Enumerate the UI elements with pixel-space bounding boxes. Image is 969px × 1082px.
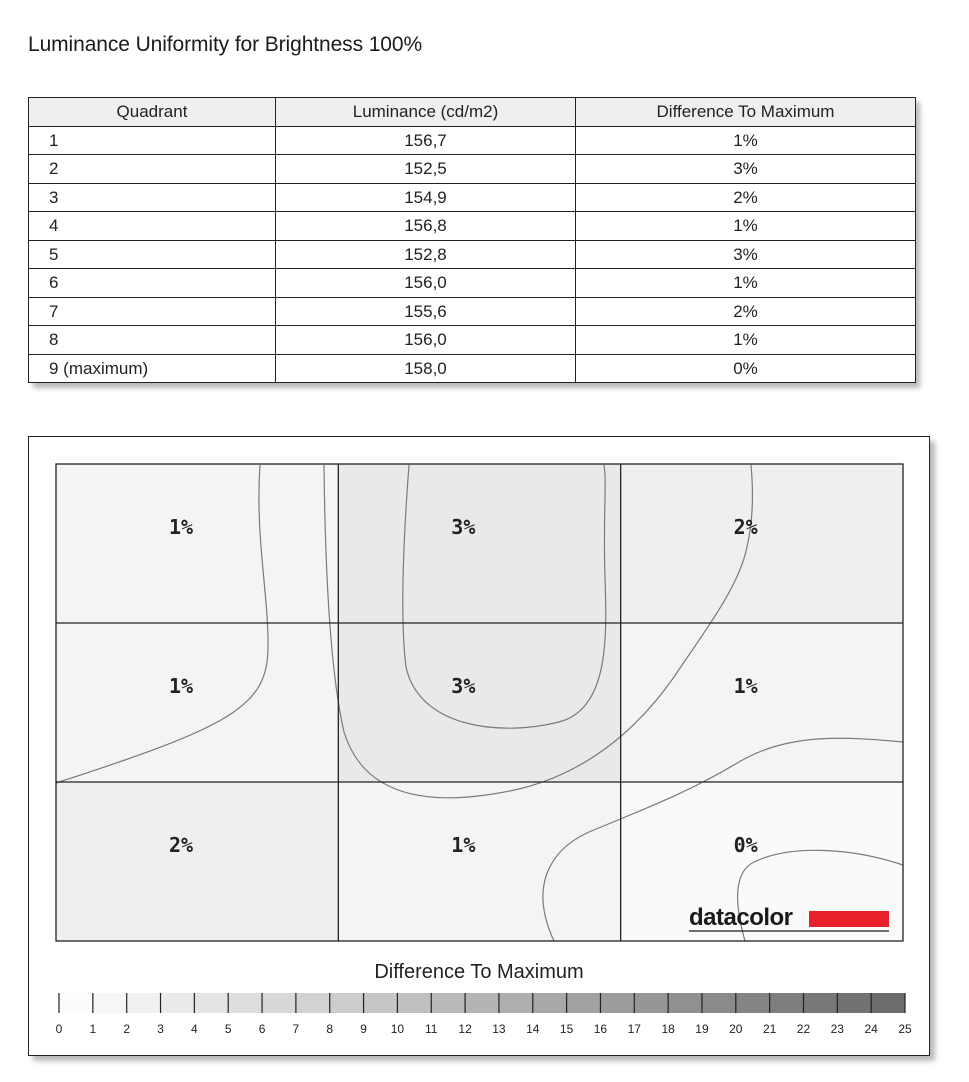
- color-scale-block: [262, 993, 296, 1013]
- cell-luminance: 158,0: [276, 354, 576, 383]
- color-scale-tick-label: 14: [526, 1022, 540, 1036]
- cell-luminance: 152,8: [276, 240, 576, 269]
- color-scale-tick-label: 11: [425, 1022, 438, 1036]
- cell-quadrant: 7: [29, 297, 276, 326]
- cell-luminance: 155,6: [276, 297, 576, 326]
- cell-quadrant: 3: [29, 183, 276, 212]
- cell-difference: 3%: [576, 240, 916, 269]
- color-scale-block: [59, 993, 93, 1013]
- table-row: [29, 269, 916, 298]
- column-header-quadrant: Quadrant: [29, 98, 276, 127]
- cell-quadrant: 5: [29, 240, 276, 269]
- cell-quadrant: 4: [29, 212, 276, 241]
- cell-difference: 3%: [576, 155, 916, 184]
- color-scale-tick-label: 18: [661, 1022, 675, 1036]
- color-scale-block: [194, 993, 228, 1013]
- color-scale-tick-label: 2: [123, 1022, 131, 1036]
- heatmap-cell: [56, 623, 338, 782]
- color-scale-tick-label: 20: [729, 1022, 743, 1036]
- heatmap-cell: [621, 464, 903, 623]
- color-scale-block: [93, 993, 127, 1013]
- heatmap-cell: [338, 782, 620, 941]
- color-scale-block: [770, 993, 804, 1013]
- cell-quadrant: 1: [29, 126, 276, 155]
- color-scale-block: [736, 993, 770, 1013]
- color-scale-tick-label: 25: [898, 1022, 912, 1036]
- color-scale-tick-label: 0: [55, 1022, 63, 1036]
- table-row: [29, 297, 916, 326]
- heatmap-cell-label: 1%: [168, 674, 194, 698]
- table-row: [29, 126, 916, 155]
- color-scale-tick-label: 1: [89, 1022, 97, 1036]
- color-scale-block: [837, 993, 871, 1013]
- color-scale-block: [634, 993, 668, 1013]
- color-scale-block: [465, 993, 499, 1013]
- color-scale-block: [330, 993, 364, 1013]
- heatmap-cell-label: 0%: [733, 833, 758, 857]
- color-scale-title: Difference To Maximum: [374, 961, 584, 983]
- color-scale-tick-label: 4: [191, 1022, 198, 1036]
- color-scale-tick-label: 16: [593, 1022, 608, 1036]
- column-header-luminance: Luminance (cd/m2): [276, 98, 576, 127]
- color-scale-block: [127, 993, 161, 1013]
- color-scale-tick-label: 13: [492, 1022, 506, 1036]
- cell-difference: 1%: [576, 212, 916, 241]
- color-scale-block: [161, 993, 195, 1013]
- cell-luminance: 156,8: [276, 212, 576, 241]
- color-scale-block: [228, 993, 262, 1013]
- cell-difference: 1%: [576, 126, 916, 155]
- color-scale-block: [600, 993, 634, 1013]
- cell-luminance: 152,5: [276, 155, 576, 184]
- color-scale: [29, 987, 929, 1047]
- color-scale-block: [397, 993, 431, 1013]
- uniformity-heatmap: [29, 437, 929, 957]
- uniformity-chart-panel: [28, 436, 930, 1056]
- luminance-table-container: [28, 97, 915, 383]
- cell-luminance: 156,0: [276, 269, 576, 298]
- color-scale-tick-label: 12: [458, 1022, 472, 1036]
- color-scale-tick-label: 24: [864, 1022, 878, 1036]
- table-row: [29, 326, 916, 355]
- color-scale-tick-label: 3: [157, 1022, 164, 1036]
- heatmap-cell: [621, 623, 903, 782]
- color-scale-block: [364, 993, 398, 1013]
- color-scale-tick-label: 23: [830, 1022, 844, 1036]
- color-scale-tick-label: 8: [326, 1022, 334, 1036]
- color-scale-block: [871, 993, 905, 1013]
- color-scale-tick-label: 5: [224, 1022, 232, 1036]
- color-scale-tick-label: 21: [762, 1022, 777, 1036]
- table-row: [29, 155, 916, 184]
- cell-quadrant: 9 (maximum): [29, 354, 276, 383]
- color-scale-tick-label: 10: [390, 1022, 405, 1036]
- color-scale-block: [567, 993, 601, 1013]
- table-row: [29, 354, 916, 383]
- heatmap-cell-label: 2%: [168, 833, 194, 857]
- color-scale-tick-label: 15: [559, 1022, 574, 1036]
- datacolor-logo-bar: [809, 911, 889, 927]
- cell-difference: 1%: [576, 326, 916, 355]
- heatmap-cell: [338, 464, 620, 623]
- cell-difference: 1%: [576, 269, 916, 298]
- color-scale-block: [431, 993, 465, 1013]
- cell-difference: 2%: [576, 297, 916, 326]
- luminance-table: [28, 97, 916, 383]
- color-scale-tick-label: 9: [360, 1022, 367, 1036]
- color-scale-block: [803, 993, 837, 1013]
- heatmap-cell: [56, 782, 338, 941]
- heatmap-cell: [338, 623, 620, 782]
- cell-luminance: 156,7: [276, 126, 576, 155]
- table-body: [29, 126, 916, 383]
- heatmap-cell-label: 3%: [451, 515, 476, 539]
- page-title: Luminance Uniformity for Brightness 100%: [28, 33, 423, 56]
- heatmap-cell-label: 1%: [451, 833, 476, 857]
- heatmap-cell-label: 1%: [168, 515, 194, 539]
- color-scale-block: [668, 993, 702, 1013]
- color-scale-tick-label: 7: [292, 1022, 300, 1036]
- heatmap-cell-label: 1%: [733, 674, 758, 698]
- cell-difference: 2%: [576, 183, 916, 212]
- cell-quadrant: 8: [29, 326, 276, 355]
- color-scale-tick-label: 17: [627, 1022, 641, 1036]
- color-scale-block: [702, 993, 736, 1013]
- table-row: [29, 183, 916, 212]
- column-header-difference: Difference To Maximum: [576, 98, 916, 127]
- cell-luminance: 156,0: [276, 326, 576, 355]
- cell-quadrant: 2: [29, 155, 276, 184]
- heatmap-cell-label: 2%: [733, 515, 758, 539]
- heatmap-cell: [56, 464, 338, 623]
- color-scale-tick-label: 22: [796, 1022, 811, 1036]
- table-header-row: [29, 98, 916, 127]
- color-scale-block: [499, 993, 533, 1013]
- cell-difference: 0%: [576, 354, 916, 383]
- color-scale-block: [533, 993, 567, 1013]
- heatmap-cell-label: 3%: [451, 674, 476, 698]
- color-scale-tick-label: 19: [695, 1022, 709, 1036]
- datacolor-logo-text: datacolor: [689, 904, 793, 931]
- color-scale-block: [296, 993, 330, 1013]
- table-row: [29, 240, 916, 269]
- cell-quadrant: 6: [29, 269, 276, 298]
- cell-luminance: 154,9: [276, 183, 576, 212]
- color-scale-tick-label: 6: [258, 1022, 266, 1036]
- table-row: [29, 212, 916, 241]
